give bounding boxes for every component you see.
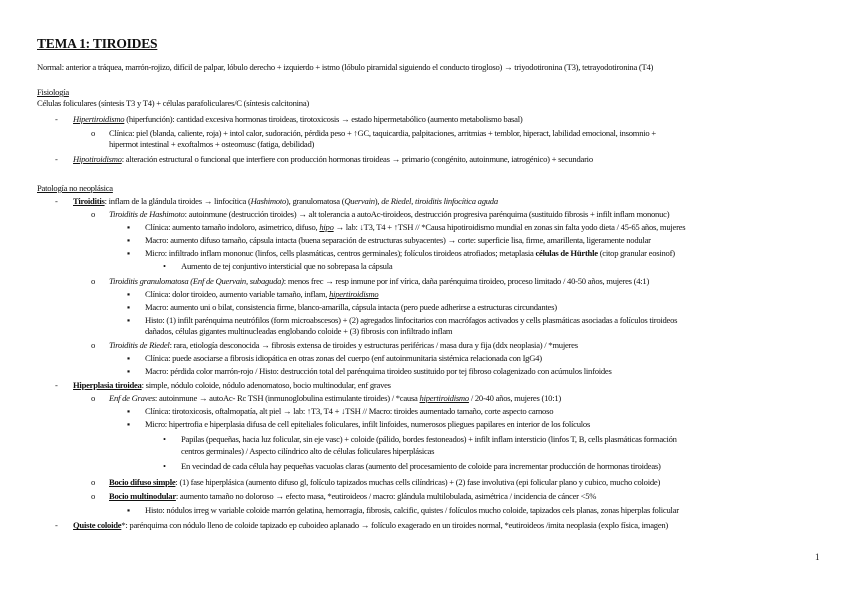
- section-heading-fisiologia: Fisiología: [37, 87, 69, 97]
- circle-bullet: o: [91, 491, 96, 501]
- dash-bullet: -: [55, 114, 58, 124]
- hashimoto-item: Tiroiditis de Hashimoto: autoinmune (destrucción tiroides) → alt tolerancia a autoAc-tiroideos, destrucción progresiva parénquima (sustituido fibrosis + infilt inflam mononuc): [109, 209, 670, 219]
- page-number: 1: [815, 552, 820, 562]
- graves-papilas-line1: Papilas (pequeñas, hacia luz folicular, sin eje vasc) + coloide (pálido, bordes festoneados) + infilt inflam intersticio (linfos T, B, cells plasmáticas formación: [181, 434, 677, 444]
- granulomatosa-item: Tiroiditis granulomatosa (Enf de Quervain, subaguda): menos frec → resp inmune por inf vírica, daña parénquima tiroideo, proceso limitado / 40-50 años, mujeres (4:1): [109, 276, 650, 286]
- dash-bullet: -: [55, 196, 58, 206]
- circle-bullet: o: [91, 209, 96, 219]
- hiperplasia-item: Hiperplasia tiroidea: simple, nódulo coloide, nódulo adenomatoso, bocio multinodular, enf graves: [73, 380, 391, 390]
- granulomatosa-clinica: Clínica: dolor tiroideo, aumento variable tamaño, inflam, hipertiroidismo: [145, 289, 379, 299]
- riedel-item: Tiroiditis de Riedel: rara, etiología desconocida → fibrosis extensa de tiroides y estructuras periféricas / masa dura y fija (ddx neoplasia) / *mujeres: [109, 340, 578, 350]
- graves-clinica: Clínica: tirotoxicosis, oftalmopatía, alt piel → lab: ↑T3, T4 + ↓TSH // Macro: tiroides aumentado tamaño, corte aspecto carnoso: [145, 406, 554, 416]
- circle-bullet: o: [91, 477, 96, 487]
- hipertiroidismo-item: Hipertiroidismo (hiperfunción): cantidad excesiva hormonas tiroideas, tirotoxicosis → estado hipermetabólico (aumento metabolismo basal): [73, 114, 523, 124]
- circle-bullet: o: [91, 340, 96, 350]
- hipotiroidismo-item: Hipotiroidismo: alteración estructural o funcional que interfiere con producción hormonas tiroideas → primario (congénito, autoinmune, iatrogénico) + secundario: [73, 154, 593, 164]
- square-bullet: ▪: [127, 353, 131, 363]
- granulomatosa-macro: Macro: aumento uni o bilat, consistencia firme, blanco-amarilla, cápsula intacta (pero puede adherirse a estructuras circundantes): [145, 302, 557, 312]
- dot-bullet: •: [163, 434, 167, 444]
- bocio-multinodular-item: Bocio multinodular: aumento tamaño no doloroso → efecto masa, *eutiroideos / macro: glándula multilobulada, asimétrica / incidencia de cáncer <5%: [109, 491, 597, 501]
- fisiologia-intro: Células foliculares (síntesis T3 y T4) + células parafoliculares/C (síntesis calcitonina): [37, 98, 309, 108]
- section-heading-patologia: Patología no neoplásica: [37, 183, 113, 193]
- hashimoto-macro: Macro: aumento difuso tamaño, cápsula intacta (buena separación de estructuras subyacentes) → corte: superficie lisa, firme, amarillenta, ligeramente nodular: [145, 235, 651, 245]
- granulomatosa-histo-line1: Histo: (1) infilt parénquima neutrófilos (form microabscesos) + (2) agregados linfocitarios con macrófagos activados y cells plasmáticas asociadas a folículos tiroideos: [145, 315, 678, 325]
- graves-papilas-line2: centros germinales) / Aspecto cilíndrico alto de células foliculares hiperplásicas: [181, 446, 435, 456]
- square-bullet: ▪: [127, 315, 131, 325]
- normal-paragraph: Normal: anterior a tráquea, marrón-rojizo, difícil de palpar, lóbulo derecho + izquierdo + istmo (lóbulo piramidal siguiendo el conducto tirogloso) → triyodotironina (T3), tetrayodotironina (T4): [37, 62, 654, 72]
- circle-bullet: o: [91, 393, 96, 403]
- quiste-coloide-item: Quiste coloide*: parénquima con nódulo lleno de coloide tapizado ep cuboideo aplanado → folículo exagerado en un tiroides normal, *eutiroideos /imita neoplasia (explo física, imagen): [73, 520, 669, 530]
- dot-bullet: •: [163, 461, 167, 471]
- square-bullet: ▪: [127, 302, 131, 312]
- granulomatosa-histo-line2: dañados, células gigantes multinucleadas englobando coloide + (3) fibrosis con infiltrado inflam: [145, 326, 453, 336]
- square-bullet: ▪: [127, 419, 131, 429]
- square-bullet: ▪: [127, 366, 131, 376]
- page-title: TEMA 1: TIROIDES: [37, 36, 158, 51]
- riedel-clinica: Clínica: puede asociarse a fibrosis idiopática en otras zonas del cuerpo (enf autoinmunitaria sistémica relacionada con IgG4): [145, 353, 542, 363]
- tiroiditis-item: Tiroiditis: inflam de la glándula tiroides → linfocítica (Hashimoto), granulomatosa (Quervain), de Riedel, tiroiditis linfocítica aguda: [73, 196, 498, 206]
- hashimoto-tejido: Aumento de tej conjuntivo intersticial que no sobrepasa la cápsula: [181, 261, 393, 271]
- bocio-difuso-item: Bocio difuso simple: (1) fase hiperplásica (aumento difuso gl, folículo tapizados muchas cells cilíndricas) + (2) fase involutiva (epi folicular plano y cubico, mucho coloide): [109, 477, 661, 487]
- square-bullet: ▪: [127, 505, 131, 515]
- square-bullet: ▪: [127, 406, 131, 416]
- dash-bullet: -: [55, 380, 58, 390]
- square-bullet: ▪: [127, 248, 131, 258]
- graves-vecindad: En vecindad de cada célula hay pequeñas vacuolas claras (aumento del procesamiento de coloide para incrementar producción de hormonas tiroideas): [181, 461, 661, 471]
- square-bullet: ▪: [127, 222, 131, 232]
- square-bullet: ▪: [127, 289, 131, 299]
- riedel-macro: Macro: pérdida color marrón-rojo / Histo: destrucción total del parénquima tiroideo sustituido por tej fibroso colagenizado con acúmulos linfoides: [145, 366, 612, 376]
- graves-item: Enf de Graves: autoinmune → autoAc- Rc TSH (inmunoglobulina estimulante tiroides) / *causa hipertiroidismo / 20-40 años, mujeres (10:1): [109, 393, 561, 403]
- graves-micro: Micro: hipertrofia e hiperplasia difusa de cell epiteliales foliculares, infilt linfoides, numerosos pliegues papilares en interior de los folículos: [145, 419, 591, 429]
- hiper-clinica-line1: Clínica: piel (blanda, caliente, roja) + intol calor, sudoración, pérdida peso + ↑GC, taquicardia, palpitaciones, arritmias + temblor, hiperact, labilidad emocional, insomnio +: [109, 128, 656, 138]
- hashimoto-micro: Micro: infiltrado inflam mononuc (linfos, cells plasmáticas, centros germinales); folículos tiroideos atrofiados; metaplasia células de Hürthle (citop granular eosinof): [145, 248, 675, 258]
- circle-bullet: o: [91, 276, 96, 286]
- bocio-multinodular-histo: Histo: nódulos irreg w variable coloide marrón gelatina, hemorragia, fibrosis, calcific, quistes / folículos mucho coloide, tapizados cels planas, zonas hiperplas folicular: [145, 505, 679, 515]
- dot-bullet: •: [163, 261, 167, 271]
- square-bullet: ▪: [127, 235, 131, 245]
- dash-bullet: -: [55, 154, 58, 164]
- dash-bullet: -: [55, 520, 58, 530]
- circle-bullet: o: [91, 128, 96, 138]
- hiper-clinica-line2: hipermot intestinal + exoftalmos + osteomusc (fatiga, debilidad): [109, 139, 315, 149]
- hashimoto-clinica: Clínica: aumento tamaño indoloro, asimetrico, difuso, hipo → lab: ↓T3, T4 + ↑TSH // *Causa hipotiroidismo mundial en zonas sin falta yodo dieta / 45-65 años, mujeres: [145, 222, 686, 232]
